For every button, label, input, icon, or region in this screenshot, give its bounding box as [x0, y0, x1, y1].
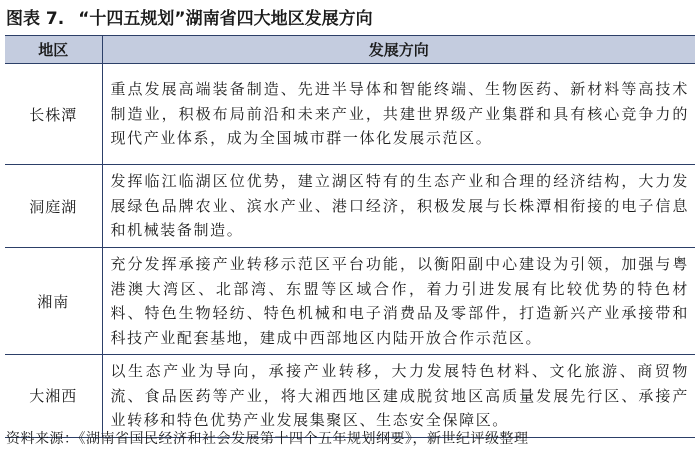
table-row [5, 64, 695, 165]
region-cell: 长株潭 [5, 64, 102, 165]
direction-cell: 以生态产业为导向，承接产业转移，大力发展特色材料、文化旅游、商贸物流、食品医药等产业，将大湘西地区建成脱贫地区高质量发展先行区、承接产业转移和特色优势产业发展集聚区、生态安全保障区。 [102, 355, 695, 438]
direction-cell: 重点发展高端装备制造、先进半导体和智能终端、生物医药、新材料等高技术制造业，积极布局前沿和未来产业，共建世界级产业集群和具有核心竞争力的现代产业体系，成为全国城市群一体化发展示范区。 [102, 64, 695, 165]
header-direction: 发展方向 [102, 36, 695, 64]
region-cell: 湘南 [5, 248, 102, 355]
source-note: 资料来源：《湖南省国民经济和社会发展第十四个五年规划纲要》，新世纪评级整理 [6, 431, 529, 447]
header-region: 地区 [5, 36, 102, 64]
region-cell: 大湘西 [5, 355, 102, 438]
figure-title [6, 4, 373, 29]
direction-cell: 充分发挥承接产业转移示范区平台功能，以衡阳副中心建设为引领，加强与粤港澳大湾区、北部湾、东盟等区域合作，着力引进发展有比较优势的特色材料、特色生物轻纺、特色机械和电子消费品及零部件，打造新兴产业承接带和科技产业配套基地，建成中西部地区内陆开放合作示范区。 [102, 248, 695, 355]
table-row [5, 248, 695, 355]
development-table [5, 35, 695, 438]
figure-title-text: “十四五规划”湖南省四大地区发展方向 [78, 9, 373, 29]
table-row [5, 355, 695, 438]
table-row [5, 165, 695, 248]
table-header-row [5, 36, 695, 64]
direction-cell: 发挥临江临湖区位优势，建立湖区特有的生态产业和合理的经济结构，大力发展绿色品牌农业、滨水产业、港口经济，积极发展与长株潭相衔接的电子信息和机械装备制造。 [102, 165, 695, 248]
region-cell: 洞庭湖 [5, 165, 102, 248]
figure-number: 图表 7. [6, 9, 65, 29]
